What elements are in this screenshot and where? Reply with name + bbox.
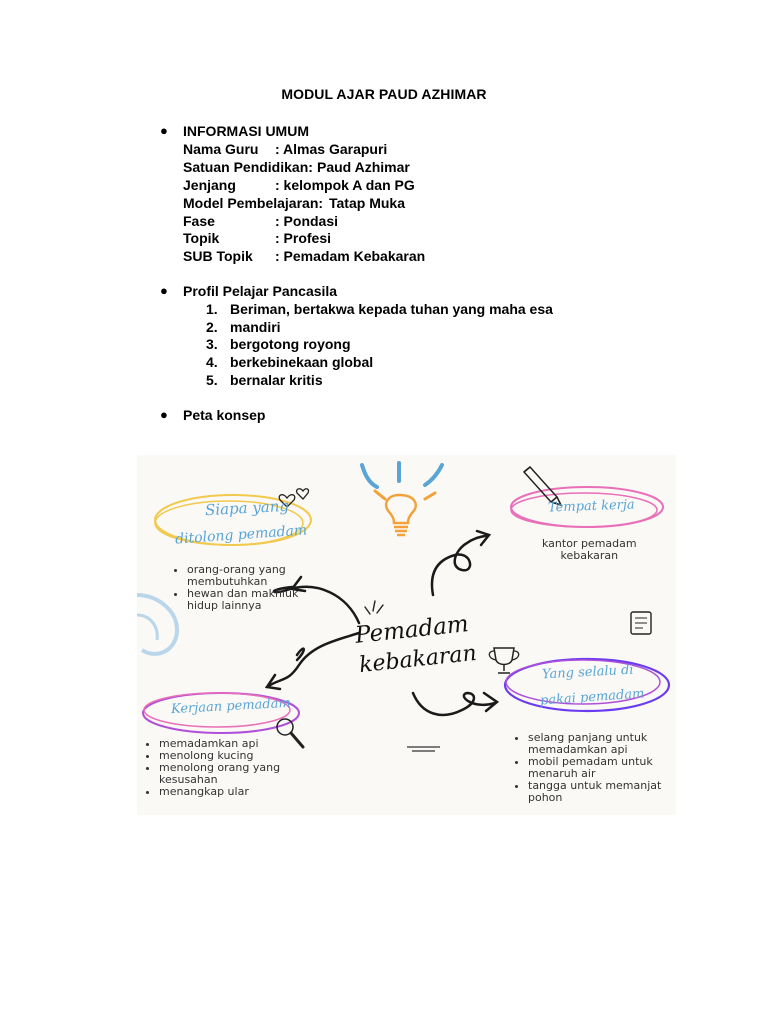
kerjaan-list: [145, 738, 305, 798]
list-number: 2.: [206, 319, 218, 335]
selalu-title-line1: Yang selalu di: [541, 662, 634, 683]
tempat-text: [542, 538, 637, 562]
notebook-icon: [631, 612, 651, 634]
list-number: 1.: [206, 301, 218, 317]
row-label: Nama Guru: [183, 141, 259, 157]
row-label: SUB Topik: [183, 248, 253, 264]
row-label: Satuan Pendidikan:: [183, 159, 313, 175]
tempat-text-line: kebakaran: [560, 549, 619, 562]
list-item: • orang-orang yang membutuhkan: [187, 564, 323, 588]
bullet-profil: ●: [160, 283, 168, 298]
row-nama-guru: [183, 140, 388, 158]
row-label: Model Pembelajaran:: [183, 195, 324, 211]
tempat-text-line: kantor pemadam: [542, 537, 637, 550]
decor-circle-icon: [137, 615, 157, 640]
profil-heading: Profil Pelajar Pancasila: [183, 283, 338, 299]
row-topik: [183, 229, 332, 247]
row-value: Tatap Muka: [329, 195, 405, 211]
sparkle-icon: [365, 601, 383, 614]
row-model-pembelajaran: [183, 194, 405, 212]
arrow-to-selalu: [413, 693, 497, 715]
decor-underline: [407, 747, 440, 751]
row-value: : Pemadam Kebakaran: [275, 248, 426, 264]
row-value: : Almas Garapuri: [275, 141, 388, 157]
row-satuan-pendidikan: [183, 158, 410, 176]
trophy-icon: [489, 648, 518, 673]
list-item: • menangkap ular: [159, 786, 305, 798]
row-sub-topik: [183, 247, 426, 265]
row-fase: [183, 212, 339, 230]
kerjaan-title: Kerjaan pemadam: [170, 695, 292, 718]
list-item: • selang panjang untuk memadamkan api: [528, 732, 664, 756]
arrow-to-kerjaan: [267, 633, 359, 689]
list-item: • memadamkan api: [159, 738, 305, 750]
list-number: 3.: [206, 336, 218, 352]
list-item: • hewan dan makhluk hidup lainnya: [187, 588, 323, 612]
siapa-title-line2: ditolong pemadam: [174, 522, 308, 548]
list-item: berkebinekaan global: [230, 354, 374, 370]
row-label: Topik: [183, 230, 220, 246]
center-title-line2: kebakaran: [358, 640, 478, 679]
list-item: • menolong orang yang kesusahan: [159, 762, 305, 786]
list-item: Beriman, bertakwa kepada tuhan yang maha esa: [230, 301, 553, 317]
row-label: Fase: [183, 213, 215, 229]
list-item: • menolong kucing: [159, 750, 305, 762]
arrow-to-tempat: [432, 531, 489, 595]
row-value: : Profesi: [275, 230, 332, 246]
list-item: bergotong royong: [230, 336, 351, 352]
row-label: Jenjang: [183, 177, 236, 193]
peta-heading: Peta konsep: [183, 407, 266, 423]
row-value: : Pondasi: [275, 213, 339, 229]
list-number: 4.: [206, 354, 218, 370]
row-jenjang: [183, 176, 415, 194]
row-value: Paud Azhimar: [317, 159, 410, 175]
row-value: : kelompok A dan PG: [275, 177, 415, 193]
lightbulb-icon: [362, 463, 442, 535]
informasi-heading: INFORMASI UMUM: [183, 123, 309, 139]
decor-circle-icon: [137, 595, 177, 654]
list-item: • mobil pemadam untuk menaruh air: [528, 756, 664, 780]
concept-map-image: [137, 455, 676, 815]
list-item: mandiri: [230, 319, 281, 335]
selalu-title-line2: pakai pemadam: [539, 686, 645, 709]
list-item: • tangga untuk memanjat pohon: [528, 780, 664, 804]
document-title: MODUL AJAR PAUD AZHIMAR: [281, 86, 487, 102]
tempat-title: Tempat kerja: [547, 497, 635, 516]
siapa-title-line1: Siapa yang: [204, 496, 290, 520]
siapa-list: [173, 564, 323, 612]
bullet-peta: ●: [160, 407, 168, 422]
bullet-informasi: ●: [160, 123, 168, 138]
selalu-list: [514, 732, 664, 804]
list-number: 5.: [206, 372, 218, 388]
center-title-line1: Pemadam: [353, 611, 470, 649]
list-item: bernalar kritis: [230, 372, 323, 388]
